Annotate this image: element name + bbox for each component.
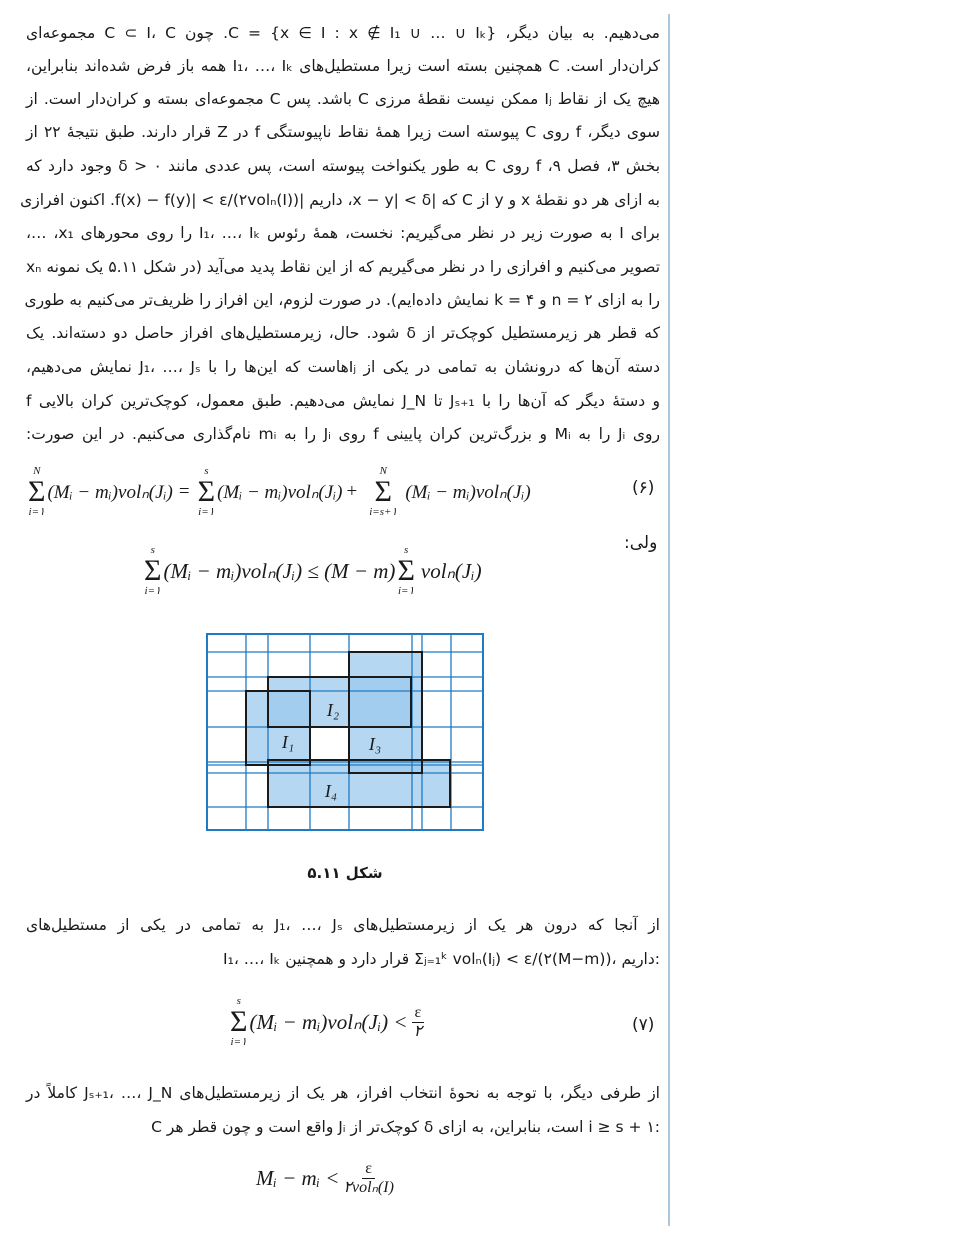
sum-symbol: s Σ i=۱ xyxy=(230,995,248,1048)
sum-symbol: s Σ i=۱ xyxy=(197,465,216,518)
text-line: و دستهٔ دیگر که آن‌ها را با Jₛ₊₁ تا J_N نمایش می‌دهیم. طبق معمول، کوچک‌ترین کران بالایی f xyxy=(26,392,660,410)
equation-6: N Σ i=۱ (Mᵢ − mᵢ)volₙ(Jᵢ) = s Σ i=۱ (Mᵢ − mᵢ)volₙ(Jᵢ) + N Σ i=s+۱ (Mᵢ − mᵢ)volₙ(Jᵢ) xyxy=(28,465,531,518)
text-line: می‌دهیم. به بیان دیگر، C = {x ∈ I : x ∉ I₁ ∪ … ∪ Iₖ}. چون C ⊂ I، C مجموعه‌ای xyxy=(26,24,660,42)
text-line: xₙ تصویر می‌کنیم و افرازی را در نظر می‌گیریم که از این نقاط پدید می‌آید (در شکل ۵.۱۱ یک نمونه xyxy=(26,258,661,276)
rectangle-label: I₁ xyxy=(281,732,295,752)
text-line: از طرفی دیگر، با توجه به نحوهٔ انتخاب افراز، هر یک از زیرمستطیل‌های Jₛ₊₁، …، J_N کاملاً در xyxy=(26,1084,660,1102)
rectangle-label: I₃ xyxy=(368,734,382,754)
equation-number-7: (۷) xyxy=(632,1015,655,1035)
text-line: از آنجا که درون هر یک از زیرمستطیل‌های J₁، …، Jₛ به تمامی در یکی از مستطیل‌های xyxy=(26,916,660,934)
equation-number-6: (۶) xyxy=(632,478,655,498)
sum-symbol: s Σ i=۱ xyxy=(144,544,162,597)
text-line: C واقع است و چون قطر هر Jᵢ کوچک‌تر از δ است، بنابراین، به ازای i ≥ s + ۱: xyxy=(151,1118,660,1136)
fraction: $\frac{\varepsilon}{۲}$ xyxy=(412,1004,425,1040)
inequality: s Σ i=۱ (Mᵢ − mᵢ)volₙ(Jᵢ) ≤ (M − m) s Σ i=۱ volₙ(Jᵢ) xyxy=(144,544,482,597)
text-line: کران‌دار است. C همچنین بسته است زیرا مستطیل‌های I₁، …، Iₖ همه باز فرض شده‌اند بنابراین، xyxy=(26,57,660,75)
rectangle-label: I₂ xyxy=(326,700,340,720)
fraction: $\frac{\varepsilon}{\text{۲volₙ(I)}}$ xyxy=(343,1160,394,1196)
but-label: ولی: xyxy=(624,533,658,553)
text-line: دسته آن‌ها که درونشان به تمامی در یکی از Iⱼهاست که این‌ها را با J₁، …، Jₛ نمایش می‌دهیم، xyxy=(26,358,660,376)
text-line: سوی دیگر، f روی C پیوسته است زیرا همهٔ نقاط ناپیوستگی f در Z قرار دارند. طبق نتیجهٔ ۲۲ از xyxy=(26,123,660,141)
text-line: را به ازای n = ۲ و k = ۴ نمایش داده‌ایم). در صورت لزوم، این افراز را ظریف‌تر می‌کنیم به طوری xyxy=(24,291,660,309)
figure-caption: شکل ۵.۱۱ xyxy=(307,864,383,882)
text-line: برای I به صورت زیر در نظر می‌گیریم: نخست، همهٔ رئوس I₁، …، Iₖ را روی محورهای x₁، …، xyxy=(26,224,660,242)
equation-8: Mᵢ − mᵢ < $\frac{\varepsilon}{\text{۲volₙ(I)}}$ xyxy=(256,1160,394,1196)
text-line: هیچ یک از نقاط Iⱼ ممکن نیست نقطهٔ مرزی C باشد. پس C مجموعه‌ای بسته و کران‌دار است. از xyxy=(26,90,660,108)
text-line: که قطر هر زیرمستطیل کوچک‌تر از δ شود. حال، زیرمستطیل‌های افراز حاصل دو دسته‌اند. یک xyxy=(26,324,660,342)
equation-7: s Σ i=۱ (Mᵢ − mᵢ)volₙ(Jᵢ) < $\frac{\varepsilon}{۲}$ xyxy=(228,996,428,1048)
sum-symbol: s Σ i=۱ xyxy=(397,544,415,597)
text-line: به ازای هر دو نقطهٔ x و y از C که |x − y| < δ، داریم |f(x) − f(y)| < ε/(۲volₙ(I)). اکنون افرازی xyxy=(20,191,660,209)
text-line: I₁، …، Iₖ قرار دارد و همچنین Σⱼ₌₁ᵏ volₙ(Iⱼ) < ε/(۲(M−m))، داریم: xyxy=(223,950,660,968)
rectangle-label: I₄ xyxy=(324,781,338,801)
text-line: بخش ۳، فصل ۹، f روی C به طور یکنواخت پیوسته است، پس عددی مانند δ > ۰ وجود دارد که xyxy=(26,157,661,175)
text-line: روی Jᵢ را به Mᵢ و بزرگ‌ترین کران پایینی f روی Jᵢ را به mᵢ نام‌گذاری می‌کنیم. در این صورت: xyxy=(26,425,661,443)
sum-symbol: N Σ i=s+۱ xyxy=(369,465,398,518)
sum-symbol: N Σ i=۱ xyxy=(28,465,46,518)
